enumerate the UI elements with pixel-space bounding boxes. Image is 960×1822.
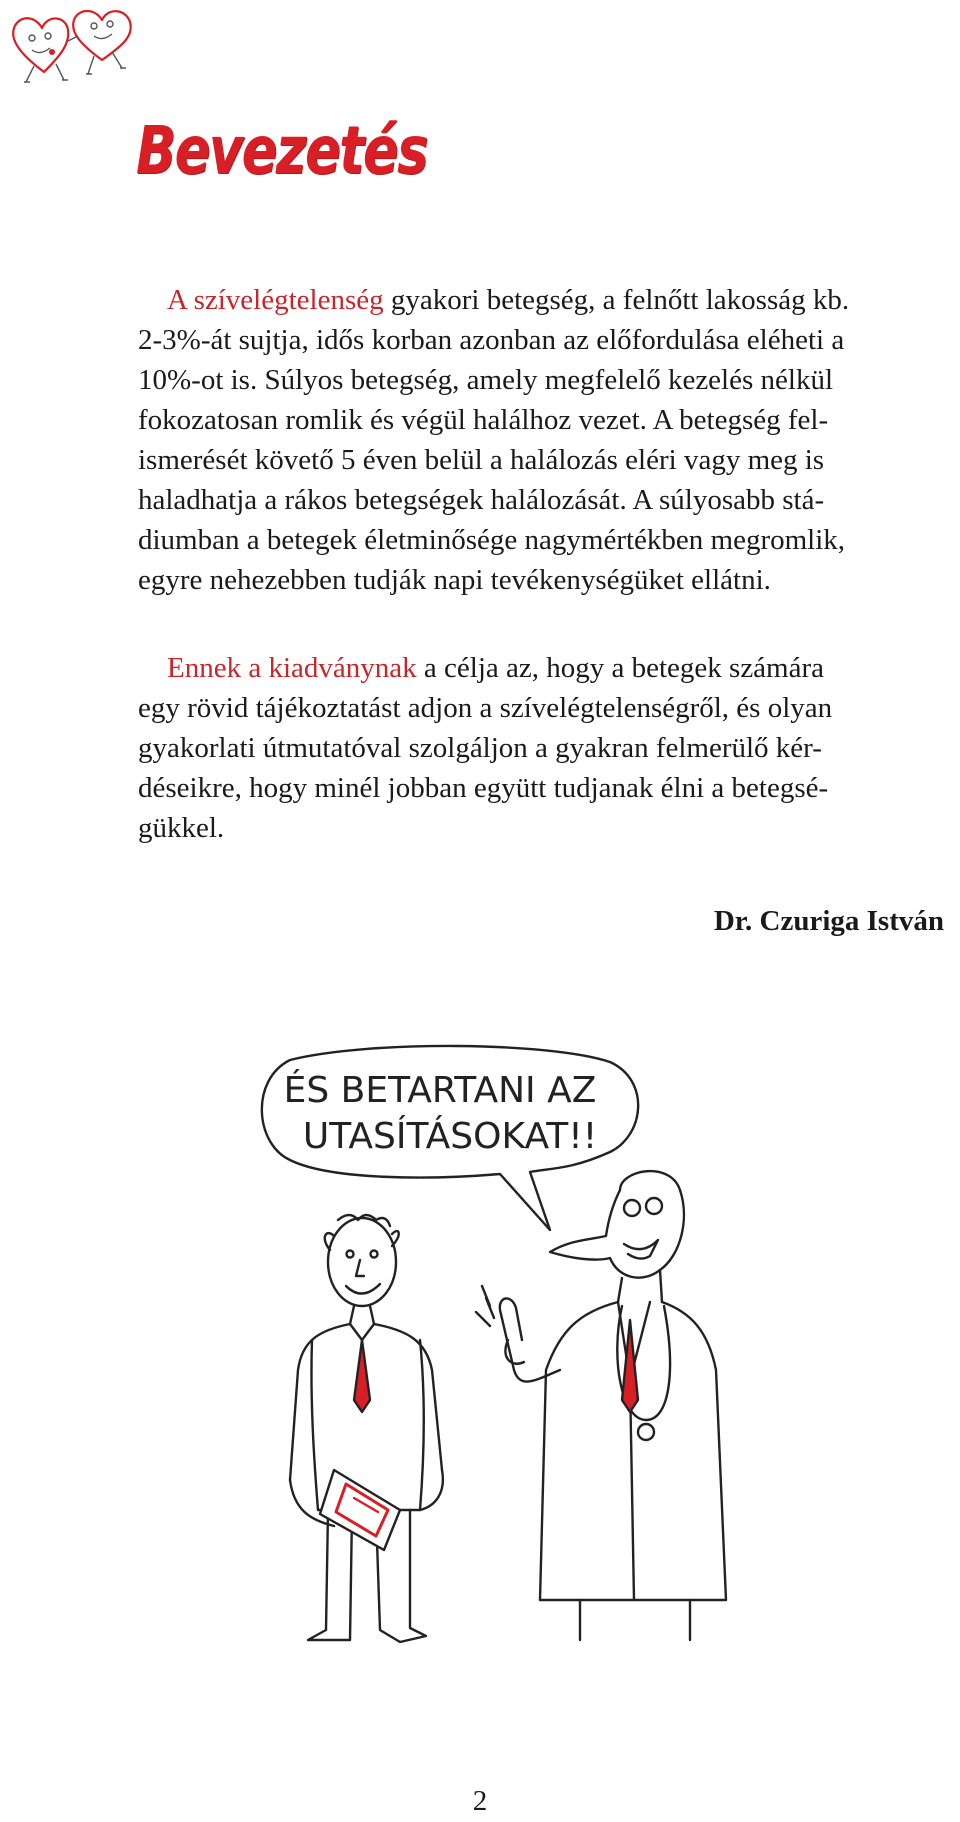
paragraph-line: 2-3%-át sujtja, idős korban azonban az előfordulása eléheti a (138, 324, 845, 356)
paragraph-line: 10%-ot is. Súlyos betegség, amely megfelelő kezelés nélkül (138, 364, 834, 396)
paragraph-line: ismerését követő 5 éven belül a halálozás eléri vagy meg is (138, 444, 825, 476)
intro-paragraph (138, 280, 948, 600)
paragraph-line: haladhatja a rákos betegségek halálozását. A súlyosabb stá- (138, 484, 825, 516)
author-signature: Dr. Czuriga István (713, 905, 944, 937)
speech-line-1: ÉS BETARTANI AZ (283, 1070, 597, 1111)
highlighted-phrase: Ennek a kiadványnak (167, 652, 417, 684)
paragraph-line: déseikre, hogy minél jobban együtt tudjanak élni a betegsé- (138, 772, 829, 804)
page-title: Bevezetés (136, 112, 427, 189)
speech-line-2: UTASÍTÁSOKAT!! (302, 1116, 598, 1157)
paragraph-line: gyakorlati útmutatóval szolgáljon a gyakran felmerülő kér- (138, 732, 822, 764)
page-number: 2 (472, 1785, 488, 1817)
paragraph-line: egyre nehezebben tudják napi tevékenységüket ellátni. (138, 564, 771, 596)
paragraph-line: A szívelégtelenség gyakori betegség, a felnőtt lakosság kb. (167, 284, 850, 316)
two-heart-characters-logo-icon (4, 2, 156, 86)
purpose-paragraph (138, 648, 948, 848)
paragraph-line: diumban a betegek életminősége nagymértékben megromlik, (138, 524, 846, 556)
paragraph-line: gükkel. (138, 812, 225, 844)
highlighted-phrase: A szívelégtelenség (167, 284, 384, 316)
paragraph-line: Ennek a kiadványnak a célja az, hogy a betegek számára (167, 652, 825, 684)
doctor-patient-cartoon-illustration (250, 1040, 790, 1660)
paragraph-line: egy rövid tájékoztatást adjon a szívelégtelenségről, és olyan (138, 692, 833, 724)
paragraph-line: fokozatosan romlik és végül halálhoz vezet. A betegség fel- (138, 404, 829, 436)
